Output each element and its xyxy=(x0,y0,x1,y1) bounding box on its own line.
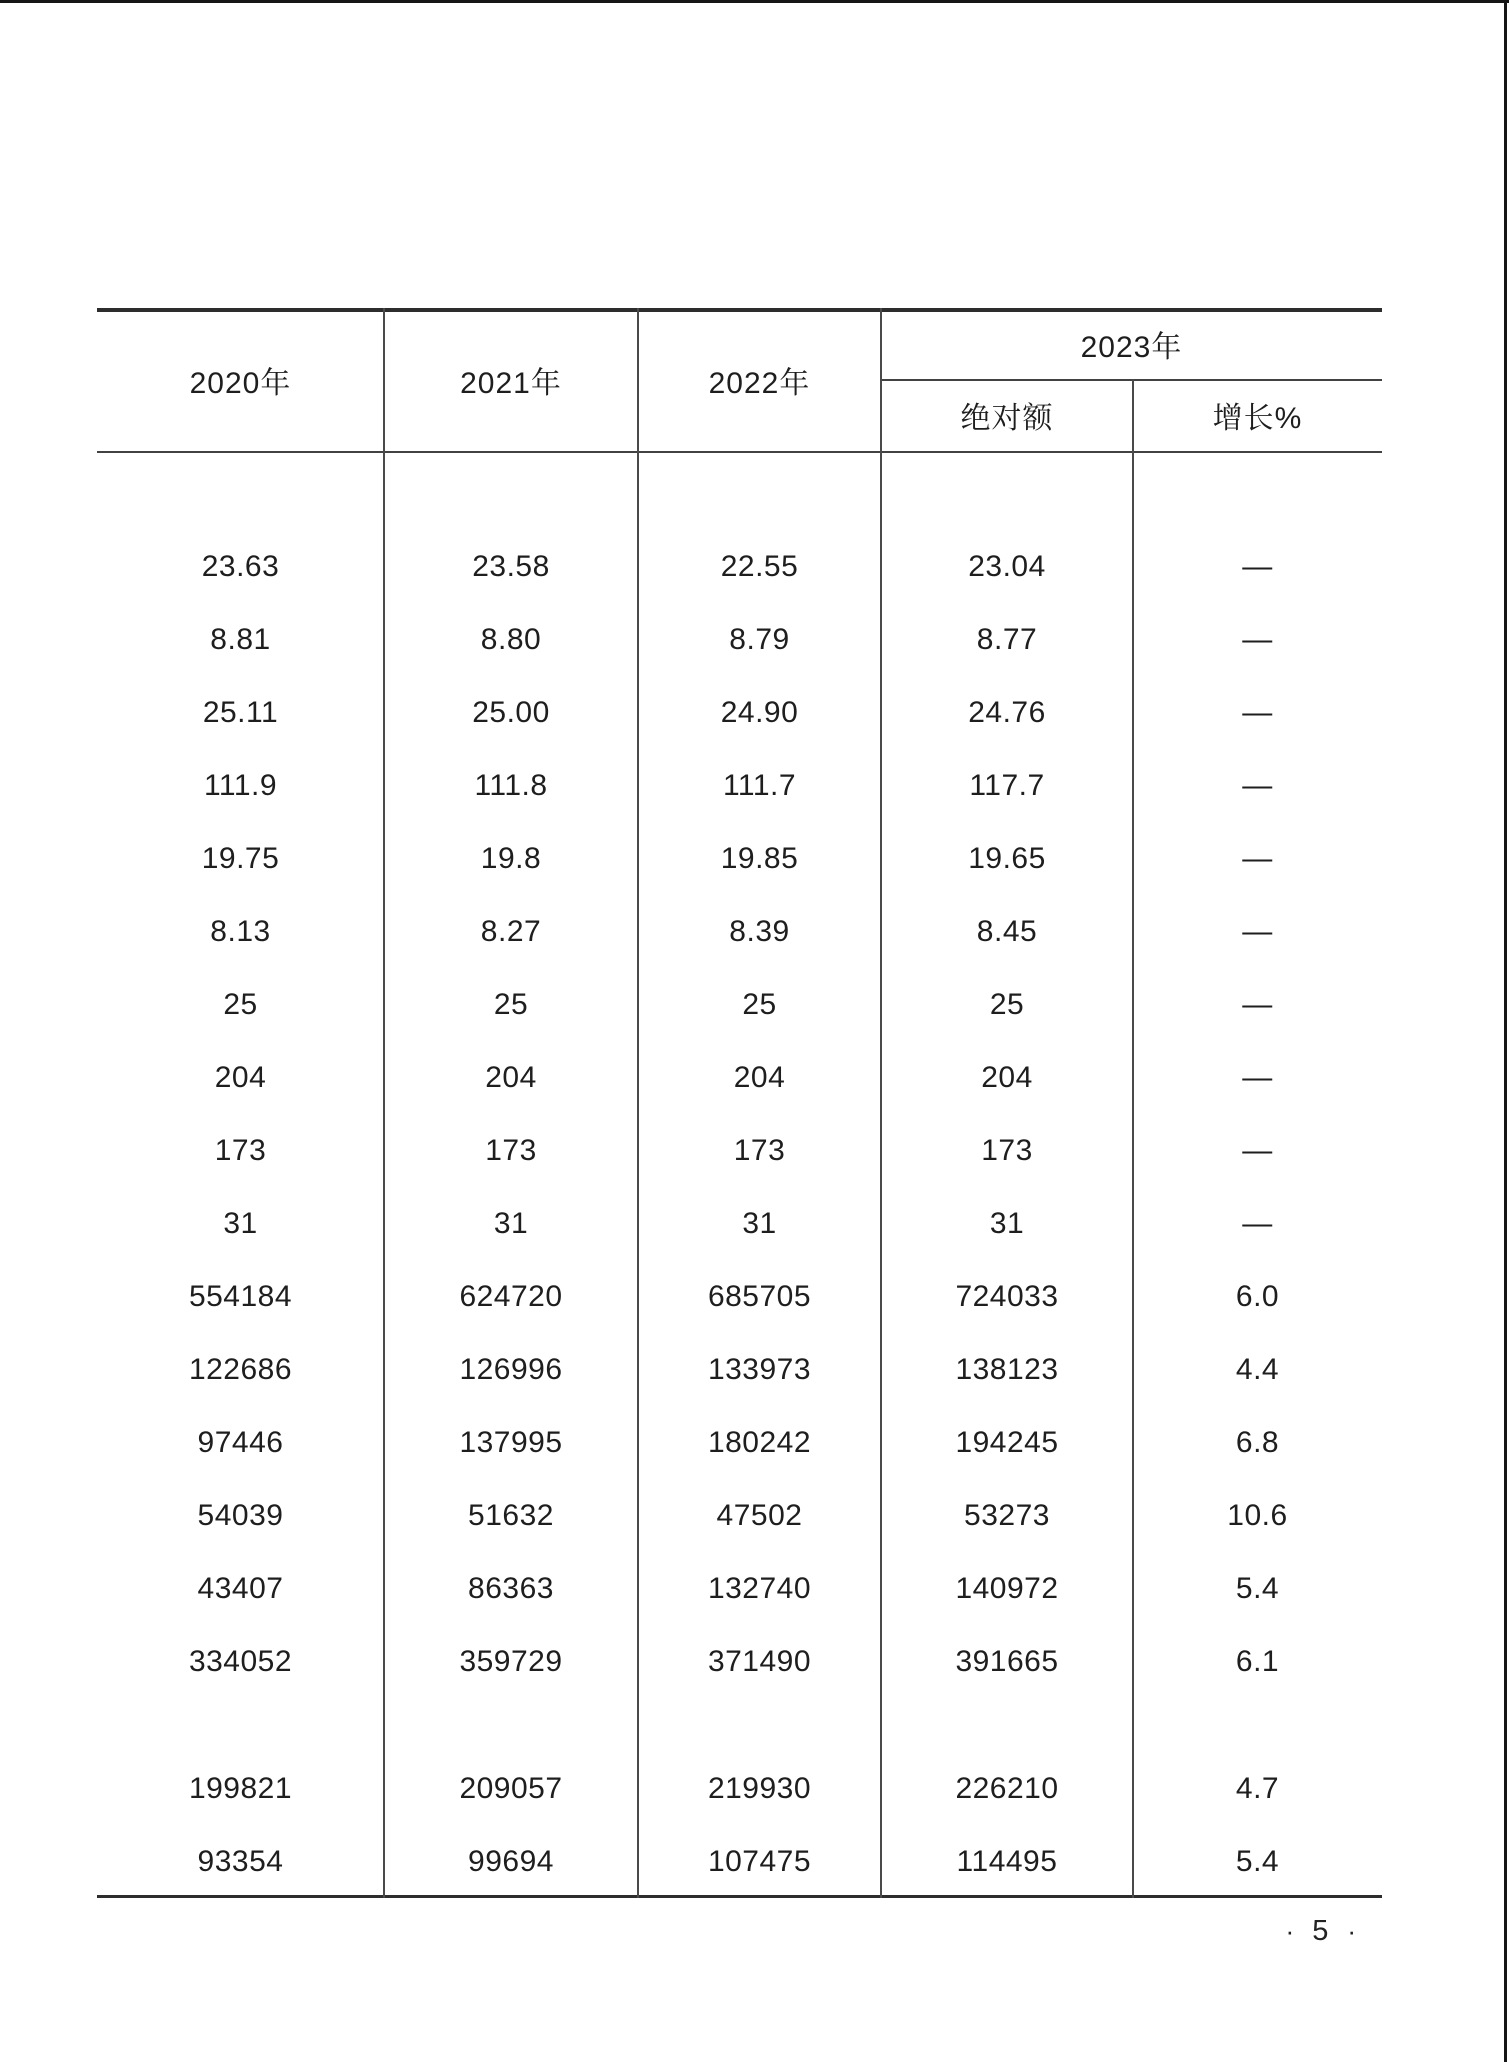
table-cell: — xyxy=(1242,841,1273,875)
table-cell: 24.76 xyxy=(968,695,1046,729)
table-cell: 204 xyxy=(733,1060,786,1094)
table-cell: 204 xyxy=(485,1060,537,1094)
table-cell: 133973 xyxy=(707,1352,812,1386)
table-cell: 685705 xyxy=(707,1279,812,1313)
table-cell: 31 xyxy=(493,1206,529,1240)
table-cell: 204 xyxy=(981,1060,1033,1094)
table-cell: 117.7 xyxy=(969,768,1045,802)
header-year-2022: 2022年 xyxy=(708,366,811,400)
table-cell: 138123 xyxy=(955,1352,1059,1386)
table-cell: — xyxy=(1242,1206,1273,1240)
table-row xyxy=(97,895,1382,968)
table-cell: 173 xyxy=(214,1133,267,1167)
table-cell: 8.39 xyxy=(729,914,790,948)
table-cell: — xyxy=(1242,914,1273,948)
table-cell: 19.65 xyxy=(968,841,1046,875)
table-cell: 4.7 xyxy=(1235,1771,1280,1805)
table-cell: 359729 xyxy=(459,1644,563,1678)
table-cell: 23.63 xyxy=(201,549,280,583)
table-cell: 209057 xyxy=(459,1771,563,1805)
table-cell: 54039 xyxy=(197,1498,284,1532)
table-cell: 724033 xyxy=(955,1279,1059,1313)
table-cell: 22.55 xyxy=(720,549,799,583)
table-cell: 4.4 xyxy=(1235,1352,1280,1386)
table-row xyxy=(97,1825,1382,1898)
table-cell: 8.13 xyxy=(210,914,271,948)
table-cell: 6.0 xyxy=(1235,1279,1280,1313)
table-row xyxy=(97,749,1382,822)
table-cell: 173 xyxy=(733,1133,786,1167)
table-cell: 140972 xyxy=(955,1571,1059,1605)
table-cell: 10.6 xyxy=(1227,1498,1288,1532)
table-cell: 93354 xyxy=(197,1844,284,1878)
table-cell: 24.90 xyxy=(720,695,799,729)
table-cell: 371490 xyxy=(707,1644,812,1678)
table-cell: 31 xyxy=(989,1206,1025,1240)
table-cell: 8.77 xyxy=(976,622,1038,656)
table-cell: 194245 xyxy=(955,1425,1059,1459)
table-row xyxy=(97,1041,1382,1114)
table-cell: — xyxy=(1242,1133,1273,1167)
table-cell: 25 xyxy=(989,987,1025,1021)
statistics-table xyxy=(97,308,1382,1898)
table-row xyxy=(97,822,1382,895)
table-cell: 23.04 xyxy=(968,549,1046,583)
table-cell: 8.81 xyxy=(210,622,271,656)
table-cell: 19.75 xyxy=(201,841,280,875)
header-growth-percent: 增长% xyxy=(1212,402,1303,435)
footer-left-dot: · xyxy=(1285,1915,1295,1946)
table-cell: 173 xyxy=(485,1133,537,1167)
table-cell: 31 xyxy=(223,1206,258,1240)
table-row xyxy=(97,1752,1382,1825)
header-absolute-amount: 绝对额 xyxy=(960,402,1054,435)
table-cell: 86363 xyxy=(468,1571,554,1605)
table-cell: 5.4 xyxy=(1235,1571,1280,1605)
table-cell: 8.79 xyxy=(729,622,790,656)
table-gap-row xyxy=(97,1698,1382,1752)
table-cell: 137995 xyxy=(459,1425,563,1459)
table-cell: 97446 xyxy=(197,1425,284,1459)
table-cell: 25.11 xyxy=(202,695,279,729)
table-cell: 25 xyxy=(223,987,258,1021)
header-year-2020: 2020年 xyxy=(189,366,292,400)
table-row xyxy=(97,1406,1382,1479)
table-cell: 199821 xyxy=(188,1771,293,1805)
table-cell: 226210 xyxy=(955,1771,1059,1805)
table-cell: 23.58 xyxy=(472,549,550,583)
table-cell: — xyxy=(1242,622,1273,656)
table-cell: — xyxy=(1242,1060,1273,1094)
table-cell: 8.45 xyxy=(976,914,1038,948)
table-cell: 19.85 xyxy=(720,841,799,875)
table-cell: 43407 xyxy=(197,1571,284,1605)
table-cell: 25 xyxy=(742,987,777,1021)
table-cell: 8.27 xyxy=(480,914,542,948)
table-cell: 111.9 xyxy=(203,768,278,802)
table-cell: 219930 xyxy=(707,1771,812,1805)
table-cell: 111.7 xyxy=(722,768,797,802)
footer-right-dot: · xyxy=(1347,1915,1356,1946)
table-cell: 391665 xyxy=(955,1644,1059,1678)
page-number: 5 xyxy=(1312,1914,1330,1947)
table-cell: 180242 xyxy=(707,1425,812,1459)
table-cell: 5.4 xyxy=(1235,1844,1280,1878)
table-cell: 47502 xyxy=(716,1498,803,1532)
table-row xyxy=(97,1260,1382,1333)
table-cell: 25.00 xyxy=(472,695,550,729)
table-cell: 25 xyxy=(493,987,529,1021)
table-cell: 126996 xyxy=(459,1352,563,1386)
table-cell: — xyxy=(1242,695,1273,729)
table-cell: 624720 xyxy=(459,1279,563,1313)
table-cell: — xyxy=(1242,549,1273,583)
table-cell: 8.80 xyxy=(480,622,542,656)
table-row xyxy=(97,968,1382,1041)
table-cell: 554184 xyxy=(188,1279,293,1313)
table-cell: 173 xyxy=(981,1133,1033,1167)
table-row xyxy=(97,1625,1382,1698)
table-row xyxy=(97,1552,1382,1625)
scan-edge-top-line xyxy=(0,0,1509,3)
table-cell: 132740 xyxy=(707,1571,812,1605)
table-cell: 19.8 xyxy=(480,841,542,875)
page-footer xyxy=(97,1908,1382,1954)
table-cell: 111.8 xyxy=(474,768,548,802)
table-row xyxy=(97,1479,1382,1552)
table-cell: 99694 xyxy=(468,1844,554,1878)
table-cell: 6.1 xyxy=(1235,1644,1280,1678)
table-row xyxy=(97,603,1382,676)
header-year-2023: 2023年 xyxy=(1080,330,1183,364)
table-row xyxy=(97,1333,1382,1406)
table-cell: 6.8 xyxy=(1235,1425,1280,1459)
scan-edge-right-line xyxy=(1504,0,1507,2062)
table-cell: 107475 xyxy=(707,1844,812,1878)
table-row xyxy=(97,676,1382,749)
table-cell: 31 xyxy=(742,1206,777,1240)
table-cell: 334052 xyxy=(188,1644,293,1678)
table-cell: 122686 xyxy=(188,1352,293,1386)
table-cell: — xyxy=(1242,768,1273,802)
table-row xyxy=(97,1187,1382,1260)
table-cell: 204 xyxy=(214,1060,267,1094)
table-body xyxy=(97,453,1382,1898)
table-row xyxy=(97,530,1382,603)
table-cell: 114495 xyxy=(956,1844,1058,1878)
table-cell: 53273 xyxy=(964,1498,1050,1532)
table-cell: 51632 xyxy=(468,1498,554,1532)
table-row xyxy=(97,1114,1382,1187)
header-year-2021: 2021年 xyxy=(460,366,562,400)
table-cell: — xyxy=(1242,987,1273,1021)
